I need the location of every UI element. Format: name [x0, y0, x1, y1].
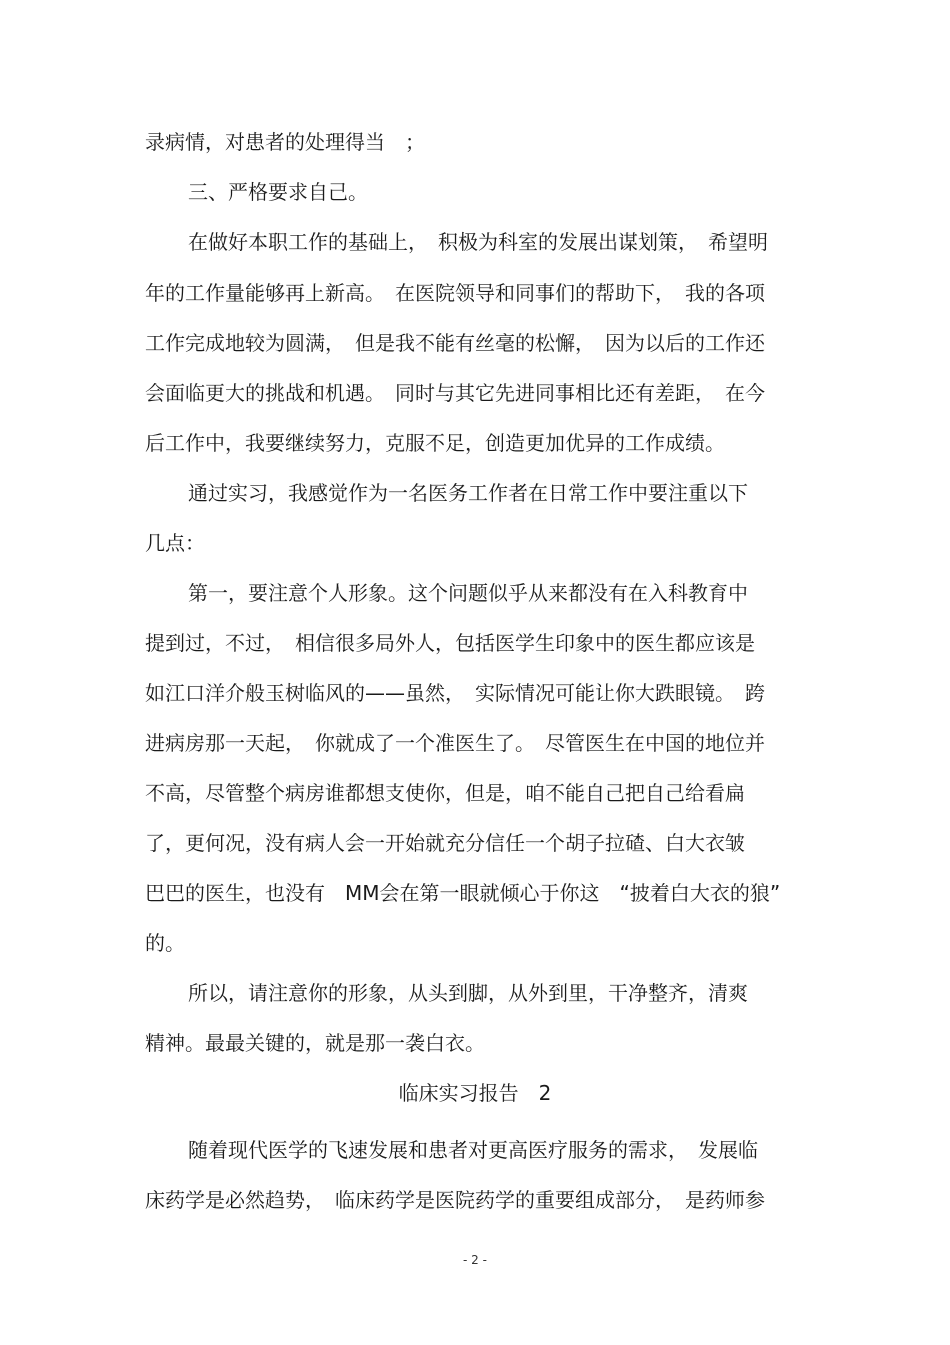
- text-line: 录病情，对患者的处理得当 ；: [145, 130, 425, 154]
- text-line: 通过实习，我感觉作为一名医务工作者在日常工作中要注重以下: [188, 481, 748, 505]
- section-heading: 三、严格要求自己。: [188, 180, 368, 204]
- text-line: 后工作中，我要继续努力，克服不足，创造更加优异的工作成绩。: [145, 431, 725, 455]
- report-title: 临床实习报告 2: [398, 1081, 552, 1105]
- text-line: 如江口洋介般玉树临风的——虽然， 实际情况可能让你大跌眼镜。 跨: [145, 681, 765, 705]
- text-line: 了，更何况，没有病人会一开始就充分信任一个胡子拉碴、白大衣皱: [145, 831, 745, 855]
- text-line: 所以，请注意你的形象，从头到脚，从外到里，干净整齐，清爽: [188, 981, 748, 1005]
- text-line: 进病房那一天起， 你就成了一个准医生了。 尽管医生在中国的地位并: [145, 731, 765, 755]
- text-line: 工作完成地较为圆满， 但是我不能有丝毫的松懈， 因为以后的工作还: [145, 331, 765, 355]
- text-line: 不高，尽管整个病房谁都想支使你，但是，咱不能自己把自己给看扁: [145, 781, 745, 805]
- text-line: 巴巴的医生，也没有 MM会在第一眼就倾心于你这 “披着白大衣的狼”: [145, 881, 781, 905]
- page-number: - 2 -: [463, 1253, 487, 1267]
- text-line: 随着现代医学的飞速发展和患者对更高医疗服务的需求， 发展临: [188, 1138, 758, 1162]
- text-line: 第一，要注意个人形象。这个问题似乎从来都没有在入科教育中: [188, 581, 748, 605]
- text-line: 床药学是必然趋势， 临床药学是医院药学的重要组成部分， 是药师参: [145, 1188, 765, 1212]
- text-line: 提到过，不过， 相信很多局外人，包括医学生印象中的医生都应该是: [145, 631, 755, 655]
- text-line: 会面临更大的挑战和机遇。 同时与其它先进同事相比还有差距， 在今: [145, 381, 765, 405]
- text-line: 几点：: [145, 531, 205, 555]
- text-line: 的。: [145, 931, 185, 955]
- text-line: 精神。最最关键的，就是那一袭白衣。: [145, 1031, 485, 1055]
- text-line: 年的工作量能够再上新高。 在医院领导和同事们的帮助下， 我的各项: [145, 281, 765, 305]
- text-line: 在做好本职工作的基础上， 积极为科室的发展出谋划策， 希望明: [188, 230, 768, 254]
